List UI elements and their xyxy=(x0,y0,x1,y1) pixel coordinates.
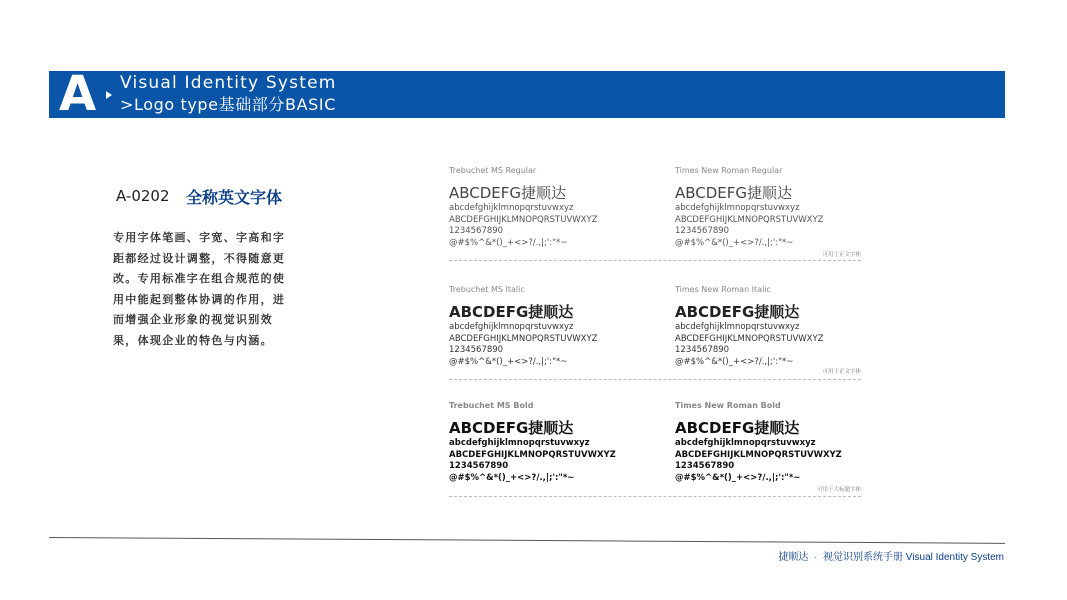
font-name: Trebuchet MS Italic xyxy=(449,285,525,294)
separator-dot-icon: · xyxy=(814,553,818,562)
font-sample-large: ABCDEFG捷顺达 xyxy=(675,184,793,202)
font-sample-lowercase: abcdefghijklmnopqrstuvwxyz xyxy=(675,203,800,213)
font-sample-digits: 1234567890 xyxy=(449,226,504,236)
font-card-trebuchet-italic xyxy=(449,284,649,368)
font-sample-symbols: @#$%^&*()_+<>?/.,|;':"*~ xyxy=(449,356,568,367)
font-name: Trebuchet MS Regular xyxy=(449,166,537,175)
font-sample-uppercase: ABCDEFGHIJKLMNOPQRSTUVWXYZ xyxy=(675,333,824,344)
divider xyxy=(449,260,861,261)
divider xyxy=(449,379,861,380)
font-sample-uppercase: ABCDEFGHIJKLMNOPQRSTUVWXYZ xyxy=(675,449,842,460)
footer-caption xyxy=(778,548,1004,563)
footer-manual: 视觉识别系统手册 Visual Identity System xyxy=(823,552,1004,563)
font-sample-lowercase: abcdefghijklmnopqrstuvwxyz xyxy=(675,322,800,332)
font-sample-digits: 1234567890 xyxy=(675,345,730,355)
header-title: Visual Identity System xyxy=(120,73,337,93)
font-sample-symbols: @#$%^&*()_+<>?/.,|;':"*~ xyxy=(449,237,568,248)
font-sample-large: ABCDEFG捷顺达 xyxy=(449,303,574,321)
font-sample-large: ABCDEFG捷顺达 xyxy=(675,303,800,321)
font-card-trebuchet-bold xyxy=(449,400,649,484)
font-sample-symbols: @#$%^&*()_+<>?/.,|;':"*~ xyxy=(675,356,794,367)
font-sample-digits: 1234567890 xyxy=(449,345,504,355)
header-banner xyxy=(49,66,1005,122)
font-sample-uppercase: ABCDEFGHIJKLMNOPQRSTUVWXYZ xyxy=(449,449,616,460)
font-card-times-bold xyxy=(675,400,875,484)
usage-note: 可用于正文字体 xyxy=(822,369,861,375)
font-sample-digits: 1234567890 xyxy=(675,461,735,471)
font-sample-uppercase: ABCDEFGHIJKLMNOPQRSTUVWXYZ xyxy=(449,333,598,344)
font-name: Times New Roman Italic xyxy=(675,285,771,294)
chapter-letter: A xyxy=(59,66,97,122)
font-sample-large: ABCDEFG捷顺达 xyxy=(449,419,574,437)
usage-note: 可用于正文字体 xyxy=(822,252,861,258)
font-sample-symbols: @#$%^&*()_+<>?/.,|;':"*~ xyxy=(675,237,794,248)
section-code: A-0202 xyxy=(116,187,170,205)
usage-note: 可用于大标题字体 xyxy=(816,487,861,493)
font-sample-lowercase: abcdefghijklmnopqrstuvwxyz xyxy=(449,438,590,448)
font-sample-large: ABCDEFG捷顺达 xyxy=(449,184,567,202)
font-sample-large: ABCDEFG捷顺达 xyxy=(675,419,800,437)
section-description: 专用字体笔画、字宽、字高和字距都经过设计调整，不得随意更改。专用标准字在组合规范的使用中能起到整体协调的作用，进而增强企业形象的视觉识别效果，体现企业的特色与内涵。 xyxy=(113,231,286,347)
font-sample-symbols: @#$%^&*()_+<>?/.,|;':"*~ xyxy=(449,472,575,483)
font-name: Times New Roman Regular xyxy=(675,166,783,175)
font-sample-uppercase: ABCDEFGHIJKLMNOPQRSTUVWXYZ xyxy=(675,214,824,225)
font-sample-symbols: @#$%^&*()_+<>?/.,|;':"*~ xyxy=(675,472,801,483)
font-card-times-italic xyxy=(675,284,875,368)
font-sample-digits: 1234567890 xyxy=(675,226,730,236)
header-subtitle: >Logo type基础部分BASIC xyxy=(120,95,336,114)
play-arrow-icon xyxy=(106,91,112,99)
divider xyxy=(449,496,861,497)
font-card-trebuchet-regular xyxy=(449,165,649,249)
font-name: Trebuchet MS Bold xyxy=(449,401,534,410)
font-sample-lowercase: abcdefghijklmnopqrstuvwxyz xyxy=(675,438,816,448)
font-sample-uppercase: ABCDEFGHIJKLMNOPQRSTUVWXYZ xyxy=(449,214,598,225)
font-sample-digits: 1234567890 xyxy=(449,461,509,471)
footer-rule xyxy=(49,537,1005,544)
section-title: 全称英文字体 xyxy=(186,188,283,207)
font-name: Times New Roman Bold xyxy=(675,401,781,410)
font-card-times-regular xyxy=(675,165,875,249)
font-sample-lowercase: abcdefghijklmnopqrstuvwxyz xyxy=(449,203,574,213)
footer-brand: 捷顺达 xyxy=(778,552,809,563)
font-sample-lowercase: abcdefghijklmnopqrstuvwxyz xyxy=(449,322,574,332)
